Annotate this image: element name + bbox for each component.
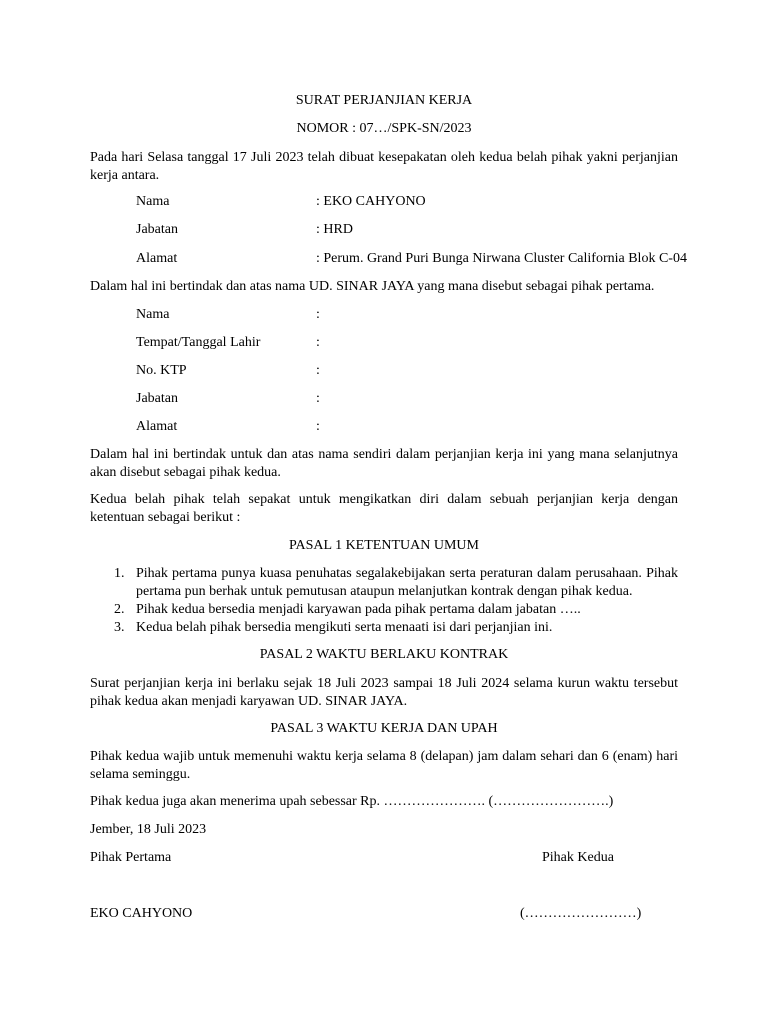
intro-paragraph: Pada hari Selasa tanggal 17 Juli 2023 telah dibuat kesepakatan oleh kedua belah pihak yakni perjanjian kerja antara. [90,150,678,183]
second-party-name: (……………………) [520,906,642,921]
list-item-number: 1. [114,566,125,581]
agreement-paragraph: Kedua belah pihak telah sepakat untuk mengikatkan diri dalam sebuah perjanjian kerja dengan ketentuan sebagai berikut : [90,492,678,525]
list-item: Pihak pertama punya kuasa penuhatas segalakebijakan serta peraturan dalam perusahaan. Pihak pertama pun berhak untuk pemutusan ataupun melanjutkan kontrak dengan pihak kedua. [136,566,678,599]
party2-position-value: : [316,391,320,406]
party2-name-label: Nama [136,307,170,322]
pasal1-heading: PASAL 1 KETENTUAN UMUM [289,538,479,553]
pasal3-heading: PASAL 3 WAKTU KERJA DAN UPAH [270,721,498,736]
party2-address-label: Alamat [136,419,178,434]
list-item-number: 2. [114,602,125,617]
second-party-label: Pihak Kedua [542,850,614,865]
party1-address-label: Alamat [136,251,178,266]
document-title: SURAT PERJANJIAN KERJA [295,93,473,108]
party2-birth-label: Tempat/Tanggal Lahir [136,335,261,350]
list-item: Pihak kedua bersedia menjadi karyawan pada pihak pertama dalam jabatan ….. [136,602,581,617]
party1-address-value: : Perum. Grand Puri Bunga Nirwana Cluster California Blok C-04 [316,251,687,266]
list-item: Kedua belah pihak bersedia mengikuti serta menaati isi dari perjanjian ini. [136,620,553,635]
pasal3-paragraph-wage: Pihak kedua juga akan menerima upah sebessar Rp. …………………. (…………………….) [90,794,614,809]
first-party-label: Pihak Pertama [90,850,172,865]
party2-ktp-label: No. KTP [136,363,187,378]
party2-statement: Dalam hal ini bertindak untuk dan atas nama sendiri dalam perjanjian kerja ini yang mana selanjutnya akan disebut sebagai pihak kedua. [90,447,678,480]
party2-birth-value: : [316,335,320,350]
party2-ktp-value: : [316,363,320,378]
place-date: Jember, 18 Juli 2023 [90,822,207,837]
pasal2-heading: PASAL 2 WAKTU BERLAKU KONTRAK [259,647,509,662]
first-party-name: EKO CAHYONO [90,906,193,921]
party2-name-value: : [316,307,320,322]
party1-name-value: : EKO CAHYONO [316,194,426,209]
party1-position-label: Jabatan [136,222,178,237]
list-item-number: 3. [114,620,125,635]
party2-position-label: Jabatan [136,391,178,406]
party1-statement: Dalam hal ini bertindak dan atas nama UD. SINAR JAYA yang mana disebut sebagai pihak pertama. [90,279,655,294]
pasal2-paragraph: Surat perjanjian kerja ini berlaku sejak 18 Juli 2023 sampai 18 Juli 2024 selama kurun waktu tersebut pihak kedua akan menjadi karyawan UD. SINAR JAYA. [90,676,678,709]
party1-position-value: : HRD [316,222,353,237]
document-number: NOMOR : 07…/SPK-SN/2023 [296,121,472,136]
party2-address-value: : [316,419,320,434]
pasal3-paragraph-hours: Pihak kedua wajib untuk memenuhi waktu kerja selama 8 (delapan) jam dalam sehari dan 6 (enam) hari selama seminggu. [90,749,678,782]
party1-name-label: Nama [136,194,170,209]
